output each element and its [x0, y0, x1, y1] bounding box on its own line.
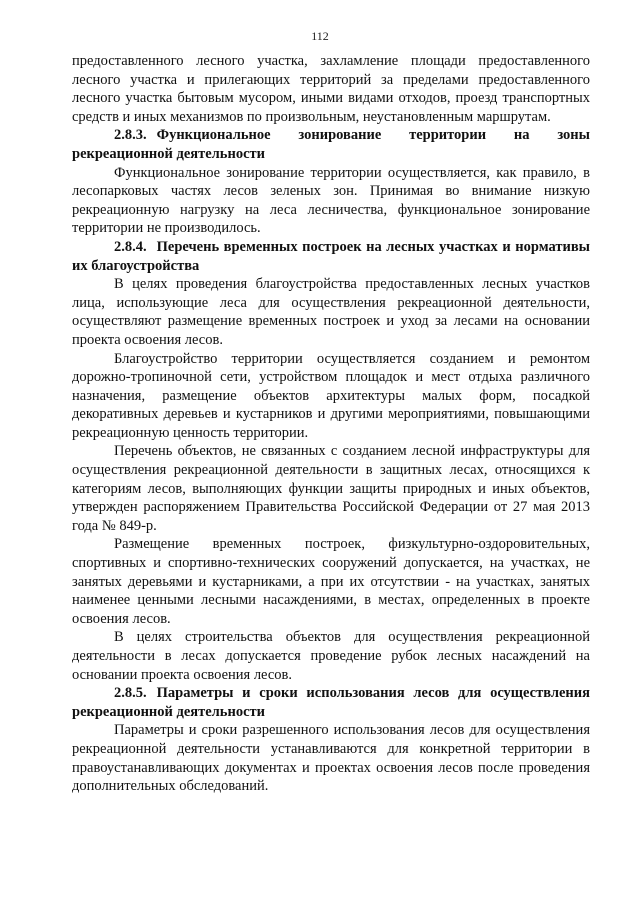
page-content [72, 52, 590, 796]
page-number: 112 [311, 29, 329, 43]
paragraph: Параметры и сроки разрешенного использования лесов для осуществления рекреационной деятельности устанавливаются для конкретной территории в правоустанавливающих документах и проектах освоения лесов после проведения дополнительных обследований. [72, 722, 590, 795]
paragraph: Размещение временных построек, физкультурно-оздоровительных, спортивных и спортивно-технических сооружений допускается, на участках, не занятых деревьями и кустарниками, а при их отсутствии - на участках, занятых наименее ценными лесными насаждениями, в местах, определенных в проекте освоения лесов. [72, 536, 590, 627]
paragraph: Благоустройство территории осуществляется созданием и ремонтом дорожно-тропиночной сети, устройством площадок и мест отдыха различного назначения, размещение объектов архитектуры малых форм, посадкой декоративных деревьев и кустарников и другими мероприятиями, повышающими рекреационную ценность территории. [72, 350, 590, 441]
section-title: Параметры и сроки использования лесов для осуществления рекреационной деятельности [72, 685, 590, 720]
section-number: 2.8.4. [114, 238, 147, 255]
paragraph: Перечень объектов, не связанных с созданием лесной инфраструктуры для осуществления рекреационной деятельности в защитных лесах, относящихся к категориям лесов, выполняющих функции защиты природных и иных объектов, утвержден распоряжением Правительства Российской Федерации от 27 мая 2013 года № 849-р. [72, 443, 590, 534]
paragraph: В целях проведения благоустройства предоставленных лесных участков лица, использующие леса для осуществления рекреационной деятельности, осуществляют размещение временных построек и уход за лесами на основании проекта освоения лесов. [72, 276, 590, 348]
section-title: Функциональное зонирование территории на зоны рекреационной деятельности [72, 127, 590, 162]
section-heading-2-8-5 [72, 684, 590, 721]
intro-paragraph: предоставленного лесного участка, захламление площади предоставленного лесного участка и прилегающих территорий за пределами предоставленного лесного участка бытовым мусором, иными видами отходов, проезд транспортных средств и иных механизмов по произвольным, неустановленным маршрутам. [72, 53, 590, 125]
paragraph: В целях строительства объектов для осуществления рекреационной деятельности в лесах допускается проведение рубок лесных насаждений на основании проекта освоения лесов. [72, 629, 590, 683]
section-number: 2.8.5. [114, 685, 147, 702]
paragraph: Функциональное зонирование территории осуществляется, как правило, в лесопарковых частях лесов зеленых зон. Принимая во внимание низкую рекреационную нагрузку на леса лесничества, функциональное зонирование территории не производилось. [72, 164, 590, 237]
section-title: Перечень временных построек на лесных участках и нормативы их благоустройства [72, 238, 590, 274]
section-heading-2-8-3 [72, 126, 590, 163]
section-heading-2-8-4 [72, 238, 590, 275]
section-number: 2.8.3. [114, 127, 147, 144]
